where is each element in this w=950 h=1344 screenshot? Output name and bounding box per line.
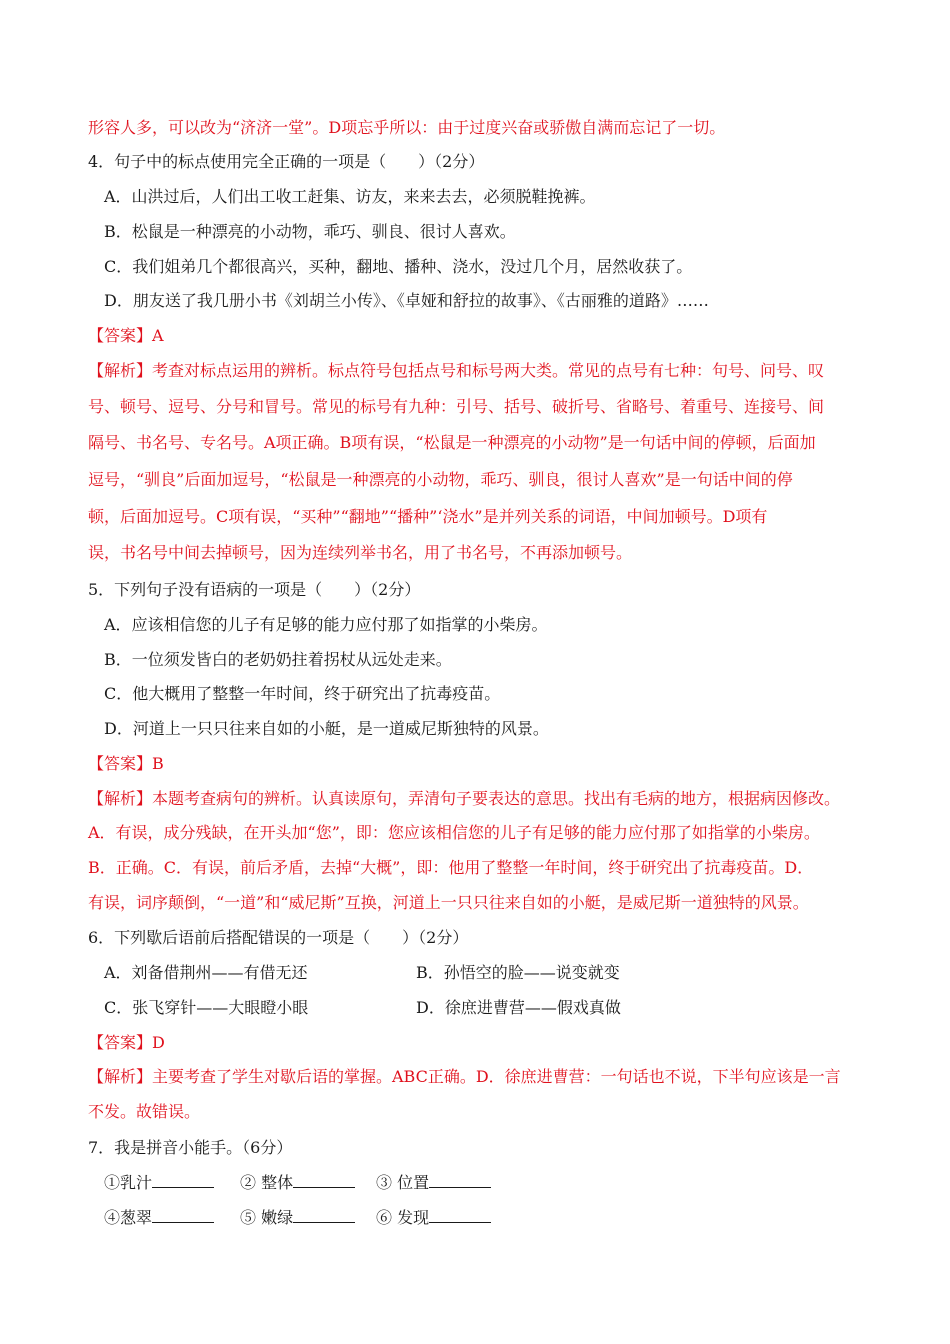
q6-option-b: B．孙悟空的脸——说变就变 xyxy=(416,963,620,982)
q4-explanation-line-3: 隔号、书名号、专名号。A项正确。B项有误，“松鼠是一种漂亮的小动物”是一句话中间的停顿，后面加 xyxy=(88,433,816,452)
q7-item-2 xyxy=(240,1173,376,1193)
q4-explanation-line-2: 号、顿号、逗号、分号和冒号。常见的标号有九种：引号、括号、破折号、省略号、着重号、连接号、间 xyxy=(88,397,825,416)
q5-explanation-line-1: 【解析】本题考查病句的辨析。认真读原句，弄清句子要表达的意思。找出有毛病的地方，根据病因修改。 xyxy=(88,789,841,808)
q4-option-c: C．我们姐弟几个都很高兴，买种，翻地、播种、浇水，没过几个月，居然收获了。 xyxy=(104,257,693,276)
q4-stem: 4．句子中的标点使用完全正确的一项是（ ）（2分） xyxy=(88,152,485,171)
q7-item-1-word: ①乳汁 xyxy=(104,1173,153,1192)
q6-explanation-line-1: 【解析】主要考查了学生对歇后语的掌握。ABC正确。D．徐庶进曹营：一句话也不说，下半句应该是一言 xyxy=(88,1067,841,1086)
q5-option-c: C．他大概用了整整一年时间，终于研究出了抗毒疫苗。 xyxy=(104,684,501,703)
q7-row-1 xyxy=(104,1173,512,1193)
q7-row-2 xyxy=(104,1208,512,1228)
q4-explanation-line-5: 顿，后面加逗号。C项有误，“买种”“翻地”“播种”‘浇水”是并列关系的词语，中间加顿号。D项有 xyxy=(88,507,768,526)
q5-stem: 5．下列句子没有语病的一项是（ ）（2分） xyxy=(88,580,421,599)
q7-item-3-word: ③ 位置 xyxy=(376,1173,430,1192)
q7-item-2-blank[interactable] xyxy=(293,1173,355,1188)
q7-item-6-blank[interactable] xyxy=(429,1208,491,1223)
q6-option-d: D．徐庶进曹营——假戏真做 xyxy=(416,998,621,1017)
q7-item-5-word: ⑤ 嫩绿 xyxy=(240,1208,294,1227)
q7-item-4-blank[interactable] xyxy=(152,1208,214,1223)
q6-option-a: A．刘备借荆州——有借无还 xyxy=(104,963,308,982)
q7-item-3 xyxy=(376,1173,512,1193)
q7-stem: 7．我是拼音小能手。（6分） xyxy=(88,1138,293,1157)
q4-option-a: A．山洪过后，人们出工收工赶集、访友，来来去去，必须脱鞋挽裤。 xyxy=(104,187,596,206)
q4-answer: 【答案】A xyxy=(88,326,164,345)
q7-item-4 xyxy=(104,1208,240,1228)
q7-item-1-blank[interactable] xyxy=(152,1173,214,1188)
q5-option-d: D．河道上一只只往来自如的小艇，是一道威尼斯独特的风景。 xyxy=(104,719,549,738)
q6-stem: 6．下列歇后语前后搭配错误的一项是（ ）（2分） xyxy=(88,928,469,947)
q5-option-a: A．应该相信您的儿子有足够的能力应付那了如指掌的小柴房。 xyxy=(104,615,548,634)
q5-explanation-line-4: 有误，词序颠倒，“一道”和“威尼斯”互换，河道上一只只往来自如的小艇，是威尼斯一道独特的风景。 xyxy=(88,893,809,912)
q6-explanation-line-2: 不发。故错误。 xyxy=(88,1102,201,1121)
q5-answer: 【答案】B xyxy=(88,754,164,773)
q5-explanation-line-2: A．有误，成分残缺，在开头加“您”，即：您应该相信您的儿子有足够的能力应付那了如指掌的小柴房。 xyxy=(88,823,820,842)
previous-explanation-tail: 形容人多，可以改为“济济一堂”。D项忘乎所以：由于过度兴奋或骄傲自满而忘记了一切。 xyxy=(88,118,726,137)
q4-explanation-line-4: 逗号，“驯良”后面加逗号，“松鼠是一种漂亮的小动物，乖巧、驯良，很讨人喜欢”是一句话中间的停 xyxy=(88,470,793,489)
q7-item-3-blank[interactable] xyxy=(429,1173,491,1188)
q6-answer: 【答案】D xyxy=(88,1033,165,1052)
q7-item-6 xyxy=(376,1208,512,1228)
q6-option-c: C．张飞穿针——大眼瞪小眼 xyxy=(104,998,309,1017)
q7-item-2-word: ② 整体 xyxy=(240,1173,294,1192)
q7-item-1 xyxy=(104,1173,240,1193)
q4-explanation-line-1: 【解析】考查对标点运用的辨析。标点符号包括点号和标号两大类。常见的点号有七种：句号、问号、叹 xyxy=(88,361,825,380)
q5-option-b: B．一位须发皆白的老奶奶拄着拐杖从远处走来。 xyxy=(104,650,452,669)
q4-option-b: B．松鼠是一种漂亮的小动物，乖巧、驯良、很讨人喜欢。 xyxy=(104,222,516,241)
q7-item-5-blank[interactable] xyxy=(293,1208,355,1223)
q5-explanation-line-3: B．正确。C．有误，前后矛盾，去掉“大概”，即：他用了整整一年时间，终于研究出了抗毒疫苗。D． xyxy=(88,858,814,877)
q7-item-5 xyxy=(240,1208,376,1228)
q7-item-4-word: ④葱翠 xyxy=(104,1208,153,1227)
q7-item-6-word: ⑥ 发现 xyxy=(376,1208,430,1227)
q4-explanation-line-6: 误，书名号中间去掉顿号，因为连续列举书名，用了书名号，不再添加顿号。 xyxy=(88,543,633,562)
q4-option-d: D．朋友送了我几册小书《刘胡兰小传》、《卓娅和舒拉的故事》、《古丽雅的道路》…… xyxy=(104,291,709,310)
